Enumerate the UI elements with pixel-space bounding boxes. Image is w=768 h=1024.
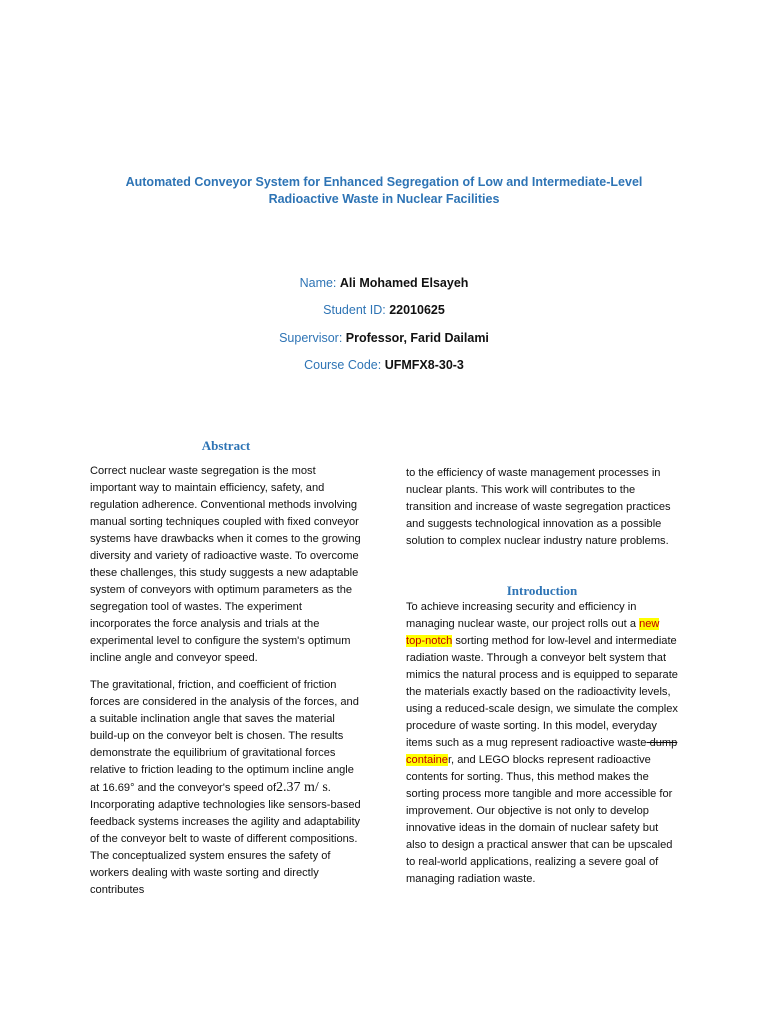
abstract-heading: Abstract [201,438,251,453]
introduction-heading: Introduction [506,583,578,598]
abstract-paragraph-2 [90,677,362,899]
course-code [0,357,768,373]
right-column [406,465,678,550]
introduction-paragraph [406,599,678,888]
abstract-continued: to the efficiency of waste management processes in nuclear plants. This work will contributes to the transition and increase of waste segregation practices and suggests technological innovation as a possible solution to complex nuclear industry nature problems. [406,467,671,547]
supervisor [0,330,768,346]
left-column [90,463,362,899]
student-id-value: 22010625 [389,303,445,317]
highlight-container: containe [406,754,448,766]
course-code-value: UFMFX8-30-3 [384,358,464,372]
paper-title: Automated Conveyor System for Enhanced Segregation of Low and Intermediate-Level Radioactive Waste in Nuclear Facilities [125,175,643,206]
student-name [0,275,768,291]
struck-word-dump: dump [646,737,678,749]
intro-text-3: r, and LEGO blocks represent radioactive contents for sorting. Thus, this method makes the sorting process more tangible and more accessible for improvement. Our objective is not only to develop innovative ideas in the domain of nuclear safety but also to design a practical answer that can be upscaled to real-world applications, realizing a severe goal of managing radiation waste. [406,754,673,885]
name-label: Name: [299,276,340,290]
conveyor-speed-formula: 2.37 m/ s [276,780,328,795]
student-id [0,302,768,318]
introduction-body [406,599,678,888]
abstract-p2-text-a: The gravitational, friction, and coefficient of friction forces are considered in the analysis of the forces, and a suitable inclination angle that saves the material build-up on the conveyor belt is chosen. The results demonstrate the equilibrium of gravitational forces relative to friction leading to the optimum incline angle at 16.69° and the conveyor's speed of [90,679,359,794]
name-value: Ali Mohamed Elsayeh [339,276,469,290]
highlight-new-top-notch: new top-notch [406,618,660,647]
intro-text-2: sorting method for low-level and intermediate radiation waste. Through a conveyor belt system that mimics the natural process and is equipped to separate the materials exactly based on the radioactivity levels, using a reduced-scale design, we simulate the complex procedure of waste sorting. In this model, everyday items such as a mug represent radioactive waste [406,635,678,749]
intro-text-1: To achieve increasing security and efficiency in managing nuclear waste, our project rolls out a [406,601,640,630]
supervisor-label: Supervisor: [279,331,346,345]
student-id-label: Student ID: [323,303,390,317]
supervisor-value: Professor, Farid Dailami [345,331,489,345]
abstract-paragraph-1: Correct nuclear waste segregation is the most important way to maintain efficiency, safety, and regulation adherence. Conventional methods involving manual sorting techniques coupled with fixed conveyor systems have drawbacks when it comes to the growing diversity and variety of radioactive waste. To overcome these challenges, this study suggests a new adaptable system of conveyors with optimum parameters as the segregation tool of wastes. The experiment incorporates the force analysis and trials at the experimental level to configure the system's optimum incline angle and conveyor speed. [90,465,361,664]
abstract-p2-text-b: . Incorporating adaptive technologies like sensors-based feedback systems increases the agility and adaptability of the conveyor belt to waste of different compositions. The conceptualized system ensures the safety of workers dealing with waste sorting and directly contributes [90,782,361,896]
course-code-label: Course Code: [304,358,385,372]
